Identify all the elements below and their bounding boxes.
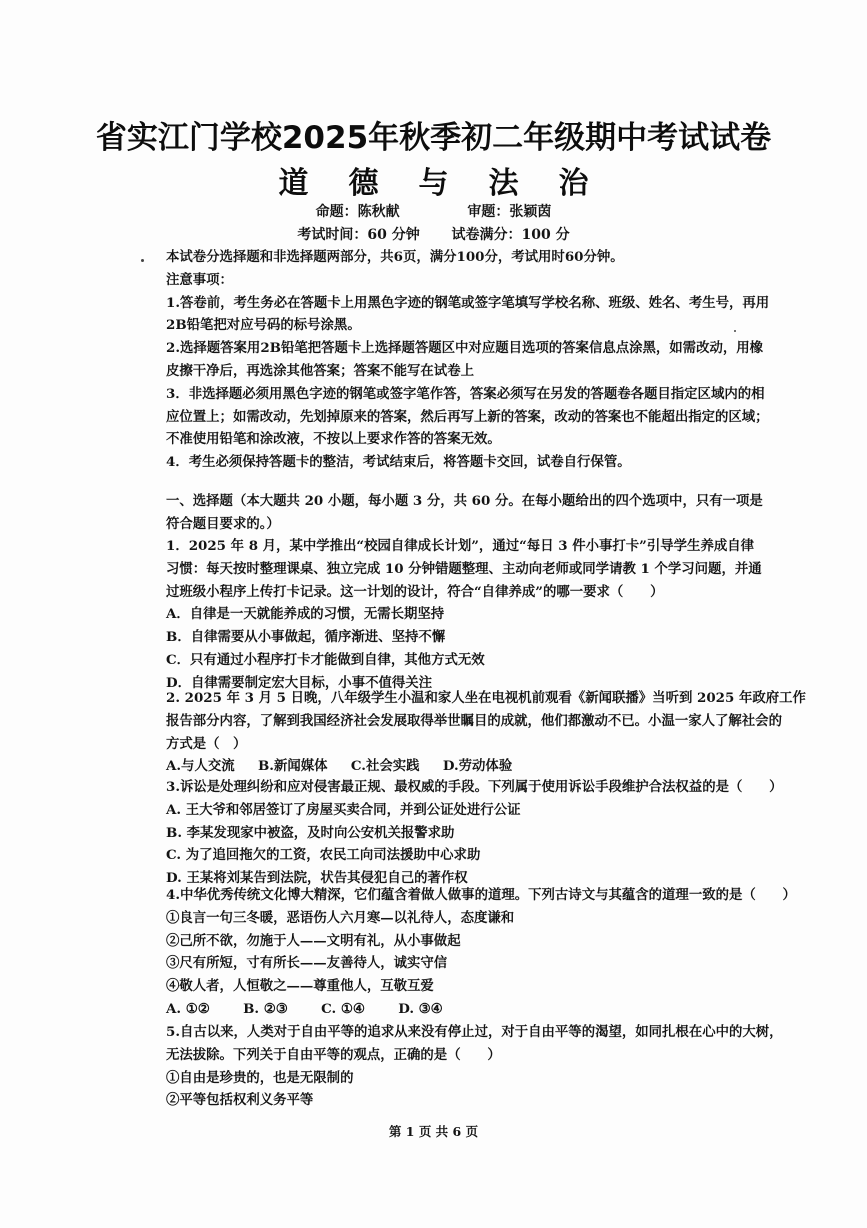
- q1-option-d: D．自律需要制定宏大目标，小事不值得关注: [166, 674, 433, 691]
- note-3-line-2: 应位置上；如需改动，先划掉原来的答案，然后再写上新的答案，改动的答案也不能超出指定的区域；: [166, 408, 769, 425]
- author-line: [0, 201, 867, 221]
- full-score-text: 试卷满分：100 分: [451, 227, 570, 243]
- q1-stem-line: 1．2025 年 8 月，某中学推出“校园自律成长计划”，通过“每日 3 件小事打卡”引导学生养成自律: [166, 538, 755, 554]
- note-3-line-3: 不准使用铅笔和涂改液，不按以上要求作答的答案无效。: [166, 431, 501, 448]
- exam-time-text: 考试时间：60 分钟: [297, 227, 420, 243]
- note-1-line-1: 1.答卷前，考生务必在答题卡上用黑色字迹的钢笔或签字笔填写学校名称、班级、姓名、考生号，再用: [166, 294, 770, 311]
- page-footer: 第 1 页 共 6 页: [388, 1124, 479, 1139]
- note-2-line-2: 皮擦干净后，再选涂其他答案；答案不能写在试卷上: [166, 362, 474, 379]
- q2-option-c: C.社会实践: [350, 758, 420, 775]
- q2-options: [166, 755, 834, 778]
- q4-option-c: C. ①④: [321, 1000, 365, 1017]
- question-4: [166, 884, 834, 1021]
- q1-option-b: B．自律需要从小事做起，循序渐进、坚持不懈: [166, 629, 446, 646]
- q1-option-c: C．只有通过小程序打卡才能做到自律，其他方式无效: [166, 651, 485, 668]
- note-3-line-1: 3．非选择题必须用黑色字迹的钢笔或签字笔作答，答案必须写在另发的答题卷各题目指定区域内的相: [166, 385, 765, 402]
- q5-stem-line: 5.自古以来，人类对于自由平等的追求从来没有停止过，对于自由平等的渴望，如同扎根在心中的大树，: [166, 1024, 783, 1040]
- scan-speck: [141, 259, 144, 262]
- q1-option-a: A．自律是一天就能养成的习惯，无需长期坚持: [166, 606, 445, 623]
- exam-title: 省实江门学校2025年秋季初二年级期中考试试卷: [95, 120, 772, 156]
- section-1-heading-line-2: 符合题目要求的。）: [166, 515, 280, 532]
- q5-item: ②平等包括权利义务平等: [166, 1092, 314, 1109]
- q2-option-a: A.与人交流: [166, 758, 235, 775]
- q3-option-b: B. 李某发现家中被盗，及时向公安机关报警求助: [166, 824, 455, 841]
- q4-stem-line: 4.中华优秀传统文化博大精深，它们蕴含着做人做事的道理。下列古诗文与其蕴含的道理一致的是（ ）: [166, 887, 796, 903]
- q5-item: ①自由是珍贵的，也是无限制的: [166, 1069, 354, 1086]
- question-5: [166, 1021, 834, 1112]
- q1-stem-line: 过班级小程序上传打卡记录。这一计划的设计，符合“自律养成”的哪一要求（ ）: [166, 583, 664, 600]
- q4-option-a: A. ①②: [166, 1000, 210, 1017]
- question-2: [166, 687, 834, 778]
- q3-option-c: C. 为了追回拖欠的工资，农民工向司法援助中心求助: [166, 847, 481, 864]
- q3-option-a: A. 王大爷和邻居签订了房屋买卖合同，并到公证处进行公证: [166, 801, 521, 818]
- question-3: [166, 776, 834, 890]
- q4-options: [166, 998, 834, 1021]
- subject-title: 道德与法治: [278, 166, 629, 201]
- q4-item: ①良言一句三冬暖，恶语伤人六月寒—以礼待人，态度谦和: [166, 909, 515, 926]
- q2-option-d: D.劳动体验: [442, 758, 513, 775]
- notes-heading: 注意事项：: [166, 271, 233, 288]
- q4-item: ④敬人者，人恒敬之——尊重他人，互敬互爱: [166, 978, 434, 995]
- section-1-heading-line-1: 一、选择题（本大题共 20 小题，每小题 3 分，共 60 分。在每小题给出的四个选项中，只有一项是: [166, 493, 763, 509]
- intro-text: 本试卷分选择题和非选择题两部分，共6页，满分100分，考试用时60分钟。: [166, 249, 624, 265]
- q4-option-b: B. ②③: [243, 1000, 288, 1017]
- q2-stem-line: 报告部分内容，了解到我国经济社会发展取得举世瞩目的成就，他们都激动不已。小温一家人了解社会的: [166, 712, 782, 729]
- note-1-line-2: 2B铅笔把对应号码的标号涂黑。: [166, 317, 361, 334]
- q3-stem-line: 3.诉讼是处理纠纷和应对侵害最正规、最权威的手段。下列属于使用诉讼手段维护合法权益的是（ ）: [166, 779, 783, 795]
- q3-option-d: D. 王某将刘某告到法院，状告其侵犯自己的著作权: [166, 870, 468, 887]
- q4-option-d: D. ③④: [398, 1000, 443, 1017]
- setter-text: 命题：陈秋献: [315, 204, 400, 220]
- note-2-line-1: 2.选择题答案用2B铅笔把答题卡上选择题答题区中对应题目选项的答案信息点涂黑，如需改动，用橡: [166, 340, 764, 357]
- exam-info-line: [0, 224, 867, 244]
- q1-stem-line: 习惯：每天按时整理课桌、独立完成 10 分钟错题整理、主动向老师或同学请教 1 个学习问题，并通: [166, 560, 762, 577]
- section-1-heading: [166, 490, 834, 536]
- q2-option-b: B.新闻媒体: [257, 758, 328, 775]
- q4-item: ③尺有所短，寸有所长——友善待人，诚实守信: [166, 955, 448, 972]
- reviewer-text: 审题：张颖茵: [467, 204, 552, 220]
- note-4: 4．考生必须保持答题卡的整洁，考试结束后，将答题卡交回，试卷自行保管。: [166, 454, 631, 471]
- scan-speck: [734, 330, 736, 332]
- question-1: [166, 535, 834, 695]
- q2-stem-line: 方式是（ ）: [166, 735, 247, 752]
- q5-stem-line: 无法拔除。下列关于自由平等的观点，正确的是（ ）: [166, 1046, 501, 1063]
- q4-item: ②己所不欲，勿施于人——文明有礼，从小事做起: [166, 932, 461, 949]
- q2-stem-line: 2. 2025 年 3 月 5 日晚，八年级学生小温和家人坐在电视机前观看《新闻联播》当听到 2025 年政府工作: [166, 690, 806, 706]
- instructions-block: [166, 246, 834, 474]
